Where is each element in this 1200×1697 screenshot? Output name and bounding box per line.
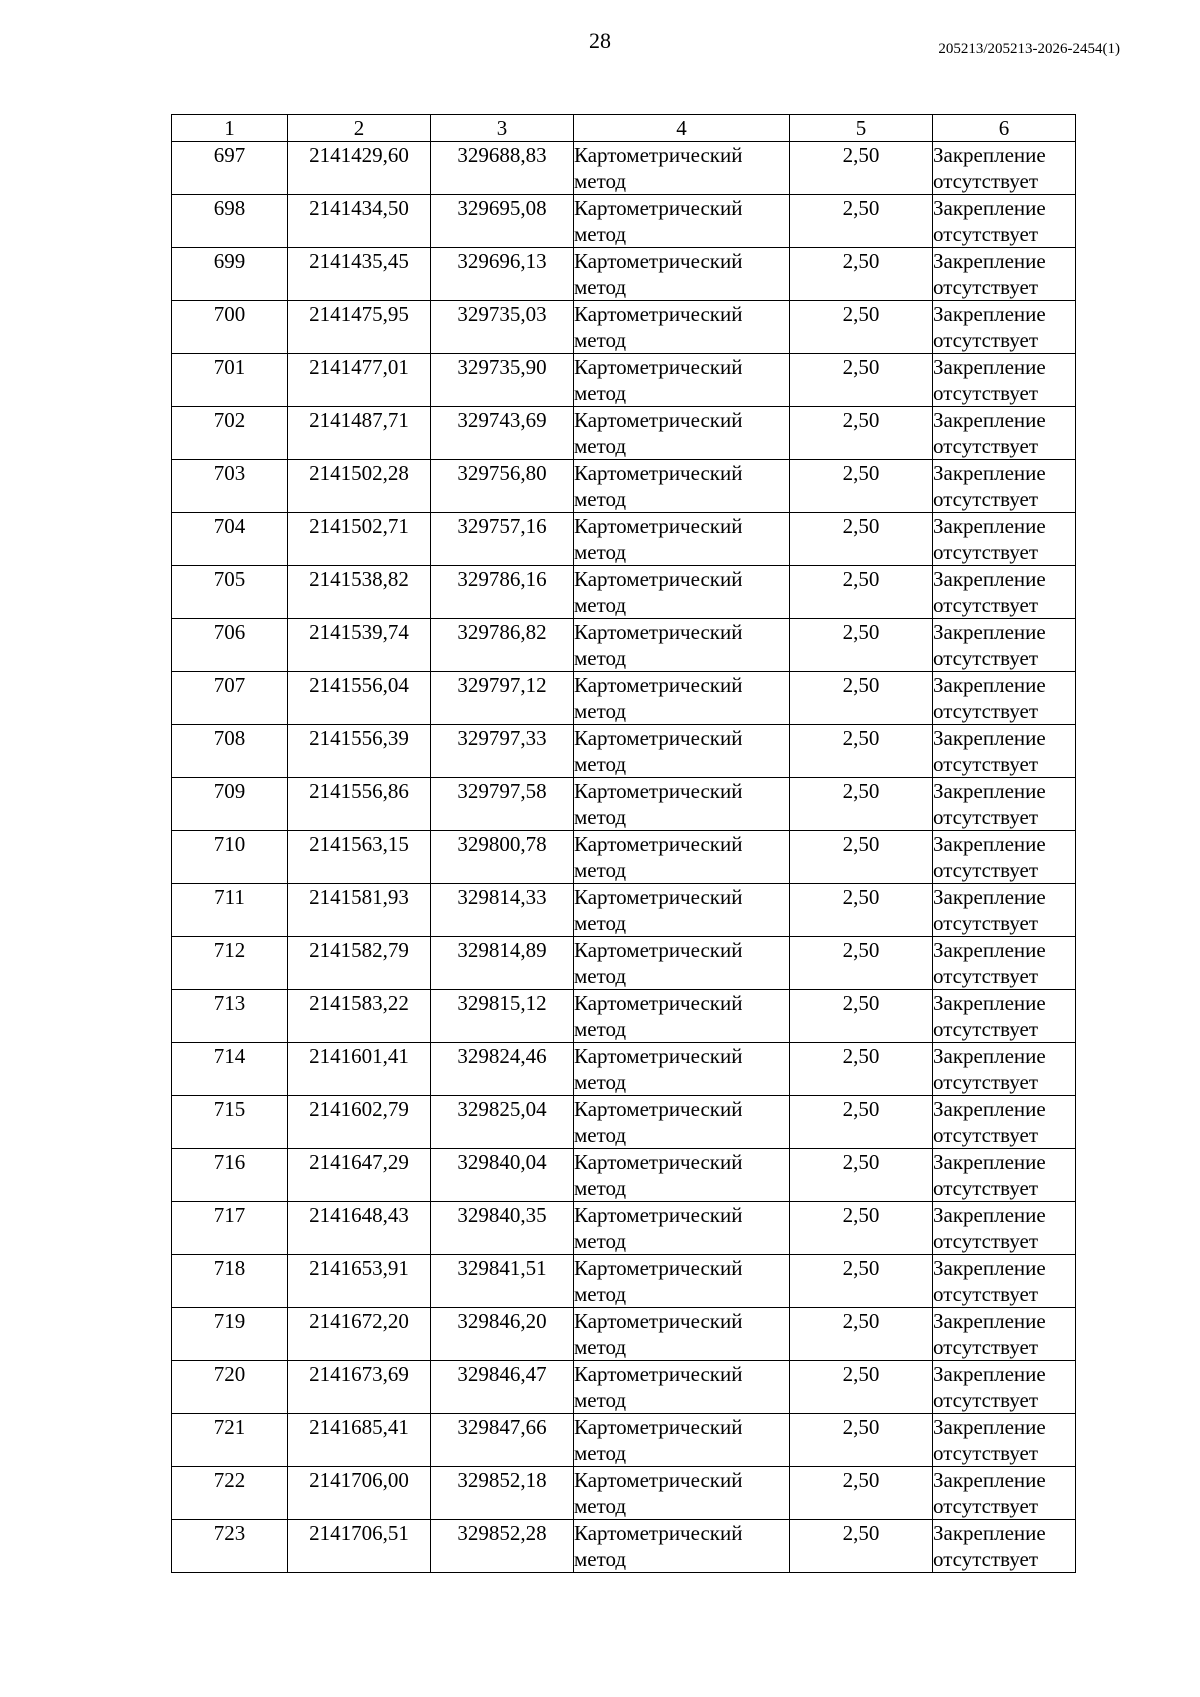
- table-row: [172, 301, 1076, 354]
- accuracy-cell: 2,50: [790, 513, 933, 566]
- method-cell: Картометрический метод: [574, 354, 790, 407]
- accuracy-cell: 2,50: [790, 1149, 933, 1202]
- fixing-description-cell: Закрепление отсутствует: [933, 354, 1076, 407]
- fixing-description-cell: Закрепление отсутствует: [933, 937, 1076, 990]
- fixing-description-cell: Закрепление отсутствует: [933, 1202, 1076, 1255]
- x-coordinate-cell: 2141602,79: [288, 1096, 431, 1149]
- method-cell: Картометрический метод: [574, 248, 790, 301]
- fixing-description-cell: Закрепление отсутствует: [933, 1520, 1076, 1573]
- fixing-description-cell: Закрепление отсутствует: [933, 513, 1076, 566]
- table-row: [172, 1096, 1076, 1149]
- y-coordinate-cell: 329696,13: [431, 248, 574, 301]
- y-coordinate-cell: 329852,28: [431, 1520, 574, 1573]
- table-row: [172, 1043, 1076, 1096]
- accuracy-cell: 2,50: [790, 1467, 933, 1520]
- fixing-description-cell: Закрепление отсутствует: [933, 1467, 1076, 1520]
- accuracy-cell: 2,50: [790, 619, 933, 672]
- table-row: [172, 1308, 1076, 1361]
- y-coordinate-cell: 329797,58: [431, 778, 574, 831]
- table-row: [172, 1202, 1076, 1255]
- fixing-description-cell: Закрепление отсутствует: [933, 884, 1076, 937]
- point-number-cell: 723: [172, 1520, 288, 1573]
- x-coordinate-cell: 2141583,22: [288, 990, 431, 1043]
- y-coordinate-cell: 329840,04: [431, 1149, 574, 1202]
- y-coordinate-cell: 329797,12: [431, 672, 574, 725]
- fixing-description-cell: Закрепление отсутствует: [933, 619, 1076, 672]
- fixing-description-cell: Закрепление отсутствует: [933, 1255, 1076, 1308]
- fixing-description-cell: Закрепление отсутствует: [933, 460, 1076, 513]
- point-number-cell: 698: [172, 195, 288, 248]
- y-coordinate-cell: 329814,89: [431, 937, 574, 990]
- point-number-cell: 709: [172, 778, 288, 831]
- method-cell: Картометрический метод: [574, 1149, 790, 1202]
- column-header-5: 5: [790, 115, 933, 142]
- point-number-cell: 716: [172, 1149, 288, 1202]
- column-header-3: 3: [431, 115, 574, 142]
- coordinates-table: [171, 114, 1076, 1573]
- fixing-description-cell: Закрепление отсутствует: [933, 566, 1076, 619]
- fixing-description-cell: Закрепление отсутствует: [933, 407, 1076, 460]
- table-row: [172, 460, 1076, 513]
- x-coordinate-cell: 2141475,95: [288, 301, 431, 354]
- point-number-cell: 713: [172, 990, 288, 1043]
- point-number-cell: 720: [172, 1361, 288, 1414]
- accuracy-cell: 2,50: [790, 672, 933, 725]
- method-cell: Картометрический метод: [574, 990, 790, 1043]
- point-number-cell: 722: [172, 1467, 288, 1520]
- y-coordinate-cell: 329815,12: [431, 990, 574, 1043]
- x-coordinate-cell: 2141502,28: [288, 460, 431, 513]
- x-coordinate-cell: 2141563,15: [288, 831, 431, 884]
- method-cell: Картометрический метод: [574, 1467, 790, 1520]
- point-number-cell: 707: [172, 672, 288, 725]
- method-cell: Картометрический метод: [574, 1520, 790, 1573]
- y-coordinate-cell: 329814,33: [431, 884, 574, 937]
- method-cell: Картометрический метод: [574, 460, 790, 513]
- y-coordinate-cell: 329735,03: [431, 301, 574, 354]
- x-coordinate-cell: 2141601,41: [288, 1043, 431, 1096]
- point-number-cell: 700: [172, 301, 288, 354]
- y-coordinate-cell: 329841,51: [431, 1255, 574, 1308]
- fixing-description-cell: Закрепление отсутствует: [933, 1149, 1076, 1202]
- method-cell: Картометрический метод: [574, 884, 790, 937]
- y-coordinate-cell: 329797,33: [431, 725, 574, 778]
- accuracy-cell: 2,50: [790, 566, 933, 619]
- point-number-cell: 708: [172, 725, 288, 778]
- table-row: [172, 831, 1076, 884]
- point-number-cell: 712: [172, 937, 288, 990]
- table-row: [172, 672, 1076, 725]
- column-header-6: 6: [933, 115, 1076, 142]
- accuracy-cell: 2,50: [790, 990, 933, 1043]
- method-cell: Картометрический метод: [574, 142, 790, 195]
- table-row: [172, 937, 1076, 990]
- accuracy-cell: 2,50: [790, 725, 933, 778]
- point-number-cell: 715: [172, 1096, 288, 1149]
- table-row: [172, 725, 1076, 778]
- point-number-cell: 718: [172, 1255, 288, 1308]
- accuracy-cell: 2,50: [790, 1255, 933, 1308]
- x-coordinate-cell: 2141477,01: [288, 354, 431, 407]
- table-row: [172, 354, 1076, 407]
- method-cell: Картометрический метод: [574, 1308, 790, 1361]
- method-cell: Картометрический метод: [574, 1202, 790, 1255]
- x-coordinate-cell: 2141556,86: [288, 778, 431, 831]
- method-cell: Картометрический метод: [574, 195, 790, 248]
- fixing-description-cell: Закрепление отсутствует: [933, 1043, 1076, 1096]
- accuracy-cell: 2,50: [790, 884, 933, 937]
- accuracy-cell: 2,50: [790, 301, 933, 354]
- accuracy-cell: 2,50: [790, 248, 933, 301]
- page-number: 28: [589, 28, 611, 53]
- y-coordinate-cell: 329825,04: [431, 1096, 574, 1149]
- fixing-description-cell: Закрепление отсутствует: [933, 301, 1076, 354]
- y-coordinate-cell: 329852,18: [431, 1467, 574, 1520]
- x-coordinate-cell: 2141582,79: [288, 937, 431, 990]
- x-coordinate-cell: 2141434,50: [288, 195, 431, 248]
- x-coordinate-cell: 2141647,29: [288, 1149, 431, 1202]
- y-coordinate-cell: 329786,16: [431, 566, 574, 619]
- x-coordinate-cell: 2141706,51: [288, 1520, 431, 1573]
- method-cell: Картометрический метод: [574, 407, 790, 460]
- fixing-description-cell: Закрепление отсутствует: [933, 195, 1076, 248]
- accuracy-cell: 2,50: [790, 937, 933, 990]
- column-header-2: 2: [288, 115, 431, 142]
- accuracy-cell: 2,50: [790, 1096, 933, 1149]
- point-number-cell: 704: [172, 513, 288, 566]
- fixing-description-cell: Закрепление отсутствует: [933, 1308, 1076, 1361]
- method-cell: Картометрический метод: [574, 566, 790, 619]
- x-coordinate-cell: 2141539,74: [288, 619, 431, 672]
- fixing-description-cell: Закрепление отсутствует: [933, 1096, 1076, 1149]
- table-row: [172, 619, 1076, 672]
- method-cell: Картометрический метод: [574, 1096, 790, 1149]
- point-number-cell: 717: [172, 1202, 288, 1255]
- column-header-1: 1: [172, 115, 288, 142]
- table-row: [172, 990, 1076, 1043]
- x-coordinate-cell: 2141673,69: [288, 1361, 431, 1414]
- x-coordinate-cell: 2141685,41: [288, 1414, 431, 1467]
- accuracy-cell: 2,50: [790, 1043, 933, 1096]
- y-coordinate-cell: 329688,83: [431, 142, 574, 195]
- point-number-cell: 697: [172, 142, 288, 195]
- point-number-cell: 721: [172, 1414, 288, 1467]
- table-row: [172, 195, 1076, 248]
- accuracy-cell: 2,50: [790, 778, 933, 831]
- x-coordinate-cell: 2141556,04: [288, 672, 431, 725]
- method-cell: Картометрический метод: [574, 937, 790, 990]
- x-coordinate-cell: 2141648,43: [288, 1202, 431, 1255]
- method-cell: Картометрический метод: [574, 1255, 790, 1308]
- method-cell: Картометрический метод: [574, 725, 790, 778]
- table-row: [172, 1467, 1076, 1520]
- y-coordinate-cell: 329846,47: [431, 1361, 574, 1414]
- y-coordinate-cell: 329840,35: [431, 1202, 574, 1255]
- table-row: [172, 1361, 1076, 1414]
- accuracy-cell: 2,50: [790, 407, 933, 460]
- x-coordinate-cell: 2141672,20: [288, 1308, 431, 1361]
- table-row: [172, 566, 1076, 619]
- accuracy-cell: 2,50: [790, 195, 933, 248]
- method-cell: Картометрический метод: [574, 1361, 790, 1414]
- fixing-description-cell: Закрепление отсутствует: [933, 1414, 1076, 1467]
- table-row: [172, 1255, 1076, 1308]
- table-row: [172, 513, 1076, 566]
- method-cell: Картометрический метод: [574, 619, 790, 672]
- y-coordinate-cell: 329846,20: [431, 1308, 574, 1361]
- x-coordinate-cell: 2141435,45: [288, 248, 431, 301]
- table-row: [172, 884, 1076, 937]
- y-coordinate-cell: 329786,82: [431, 619, 574, 672]
- y-coordinate-cell: 329735,90: [431, 354, 574, 407]
- x-coordinate-cell: 2141581,93: [288, 884, 431, 937]
- fixing-description-cell: Закрепление отсутствует: [933, 142, 1076, 195]
- method-cell: Картометрический метод: [574, 672, 790, 725]
- accuracy-cell: 2,50: [790, 1202, 933, 1255]
- y-coordinate-cell: 329743,69: [431, 407, 574, 460]
- table-row: [172, 1520, 1076, 1573]
- accuracy-cell: 2,50: [790, 460, 933, 513]
- table-header-row: [172, 115, 1076, 142]
- y-coordinate-cell: 329847,66: [431, 1414, 574, 1467]
- x-coordinate-cell: 2141706,00: [288, 1467, 431, 1520]
- column-header-4: 4: [574, 115, 790, 142]
- table-row: [172, 407, 1076, 460]
- x-coordinate-cell: 2141538,82: [288, 566, 431, 619]
- point-number-cell: 711: [172, 884, 288, 937]
- fixing-description-cell: Закрепление отсутствует: [933, 725, 1076, 778]
- accuracy-cell: 2,50: [790, 1308, 933, 1361]
- point-number-cell: 699: [172, 248, 288, 301]
- point-number-cell: 719: [172, 1308, 288, 1361]
- fixing-description-cell: Закрепление отсутствует: [933, 1361, 1076, 1414]
- accuracy-cell: 2,50: [790, 1520, 933, 1573]
- y-coordinate-cell: 329800,78: [431, 831, 574, 884]
- y-coordinate-cell: 329824,46: [431, 1043, 574, 1096]
- point-number-cell: 702: [172, 407, 288, 460]
- x-coordinate-cell: 2141429,60: [288, 142, 431, 195]
- accuracy-cell: 2,50: [790, 142, 933, 195]
- table-row: [172, 1414, 1076, 1467]
- accuracy-cell: 2,50: [790, 354, 933, 407]
- fixing-description-cell: Закрепление отсутствует: [933, 831, 1076, 884]
- fixing-description-cell: Закрепление отсутствует: [933, 248, 1076, 301]
- fixing-description-cell: Закрепление отсутствует: [933, 990, 1076, 1043]
- table-row: [172, 142, 1076, 195]
- method-cell: Картометрический метод: [574, 1414, 790, 1467]
- method-cell: Картометрический метод: [574, 1043, 790, 1096]
- y-coordinate-cell: 329757,16: [431, 513, 574, 566]
- point-number-cell: 701: [172, 354, 288, 407]
- point-number-cell: 710: [172, 831, 288, 884]
- x-coordinate-cell: 2141556,39: [288, 725, 431, 778]
- fixing-description-cell: Закрепление отсутствует: [933, 672, 1076, 725]
- method-cell: Картометрический метод: [574, 831, 790, 884]
- accuracy-cell: 2,50: [790, 1361, 933, 1414]
- method-cell: Картометрический метод: [574, 513, 790, 566]
- y-coordinate-cell: 329695,08: [431, 195, 574, 248]
- x-coordinate-cell: 2141487,71: [288, 407, 431, 460]
- table-row: [172, 1149, 1076, 1202]
- document-reference: 205213/205213-2026-2454(1): [938, 41, 1120, 57]
- accuracy-cell: 2,50: [790, 831, 933, 884]
- accuracy-cell: 2,50: [790, 1414, 933, 1467]
- table-row: [172, 778, 1076, 831]
- method-cell: Картометрический метод: [574, 778, 790, 831]
- method-cell: Картометрический метод: [574, 301, 790, 354]
- x-coordinate-cell: 2141653,91: [288, 1255, 431, 1308]
- point-number-cell: 703: [172, 460, 288, 513]
- point-number-cell: 706: [172, 619, 288, 672]
- x-coordinate-cell: 2141502,71: [288, 513, 431, 566]
- point-number-cell: 705: [172, 566, 288, 619]
- point-number-cell: 714: [172, 1043, 288, 1096]
- table-row: [172, 248, 1076, 301]
- y-coordinate-cell: 329756,80: [431, 460, 574, 513]
- fixing-description-cell: Закрепление отсутствует: [933, 778, 1076, 831]
- table-body: [172, 142, 1076, 1573]
